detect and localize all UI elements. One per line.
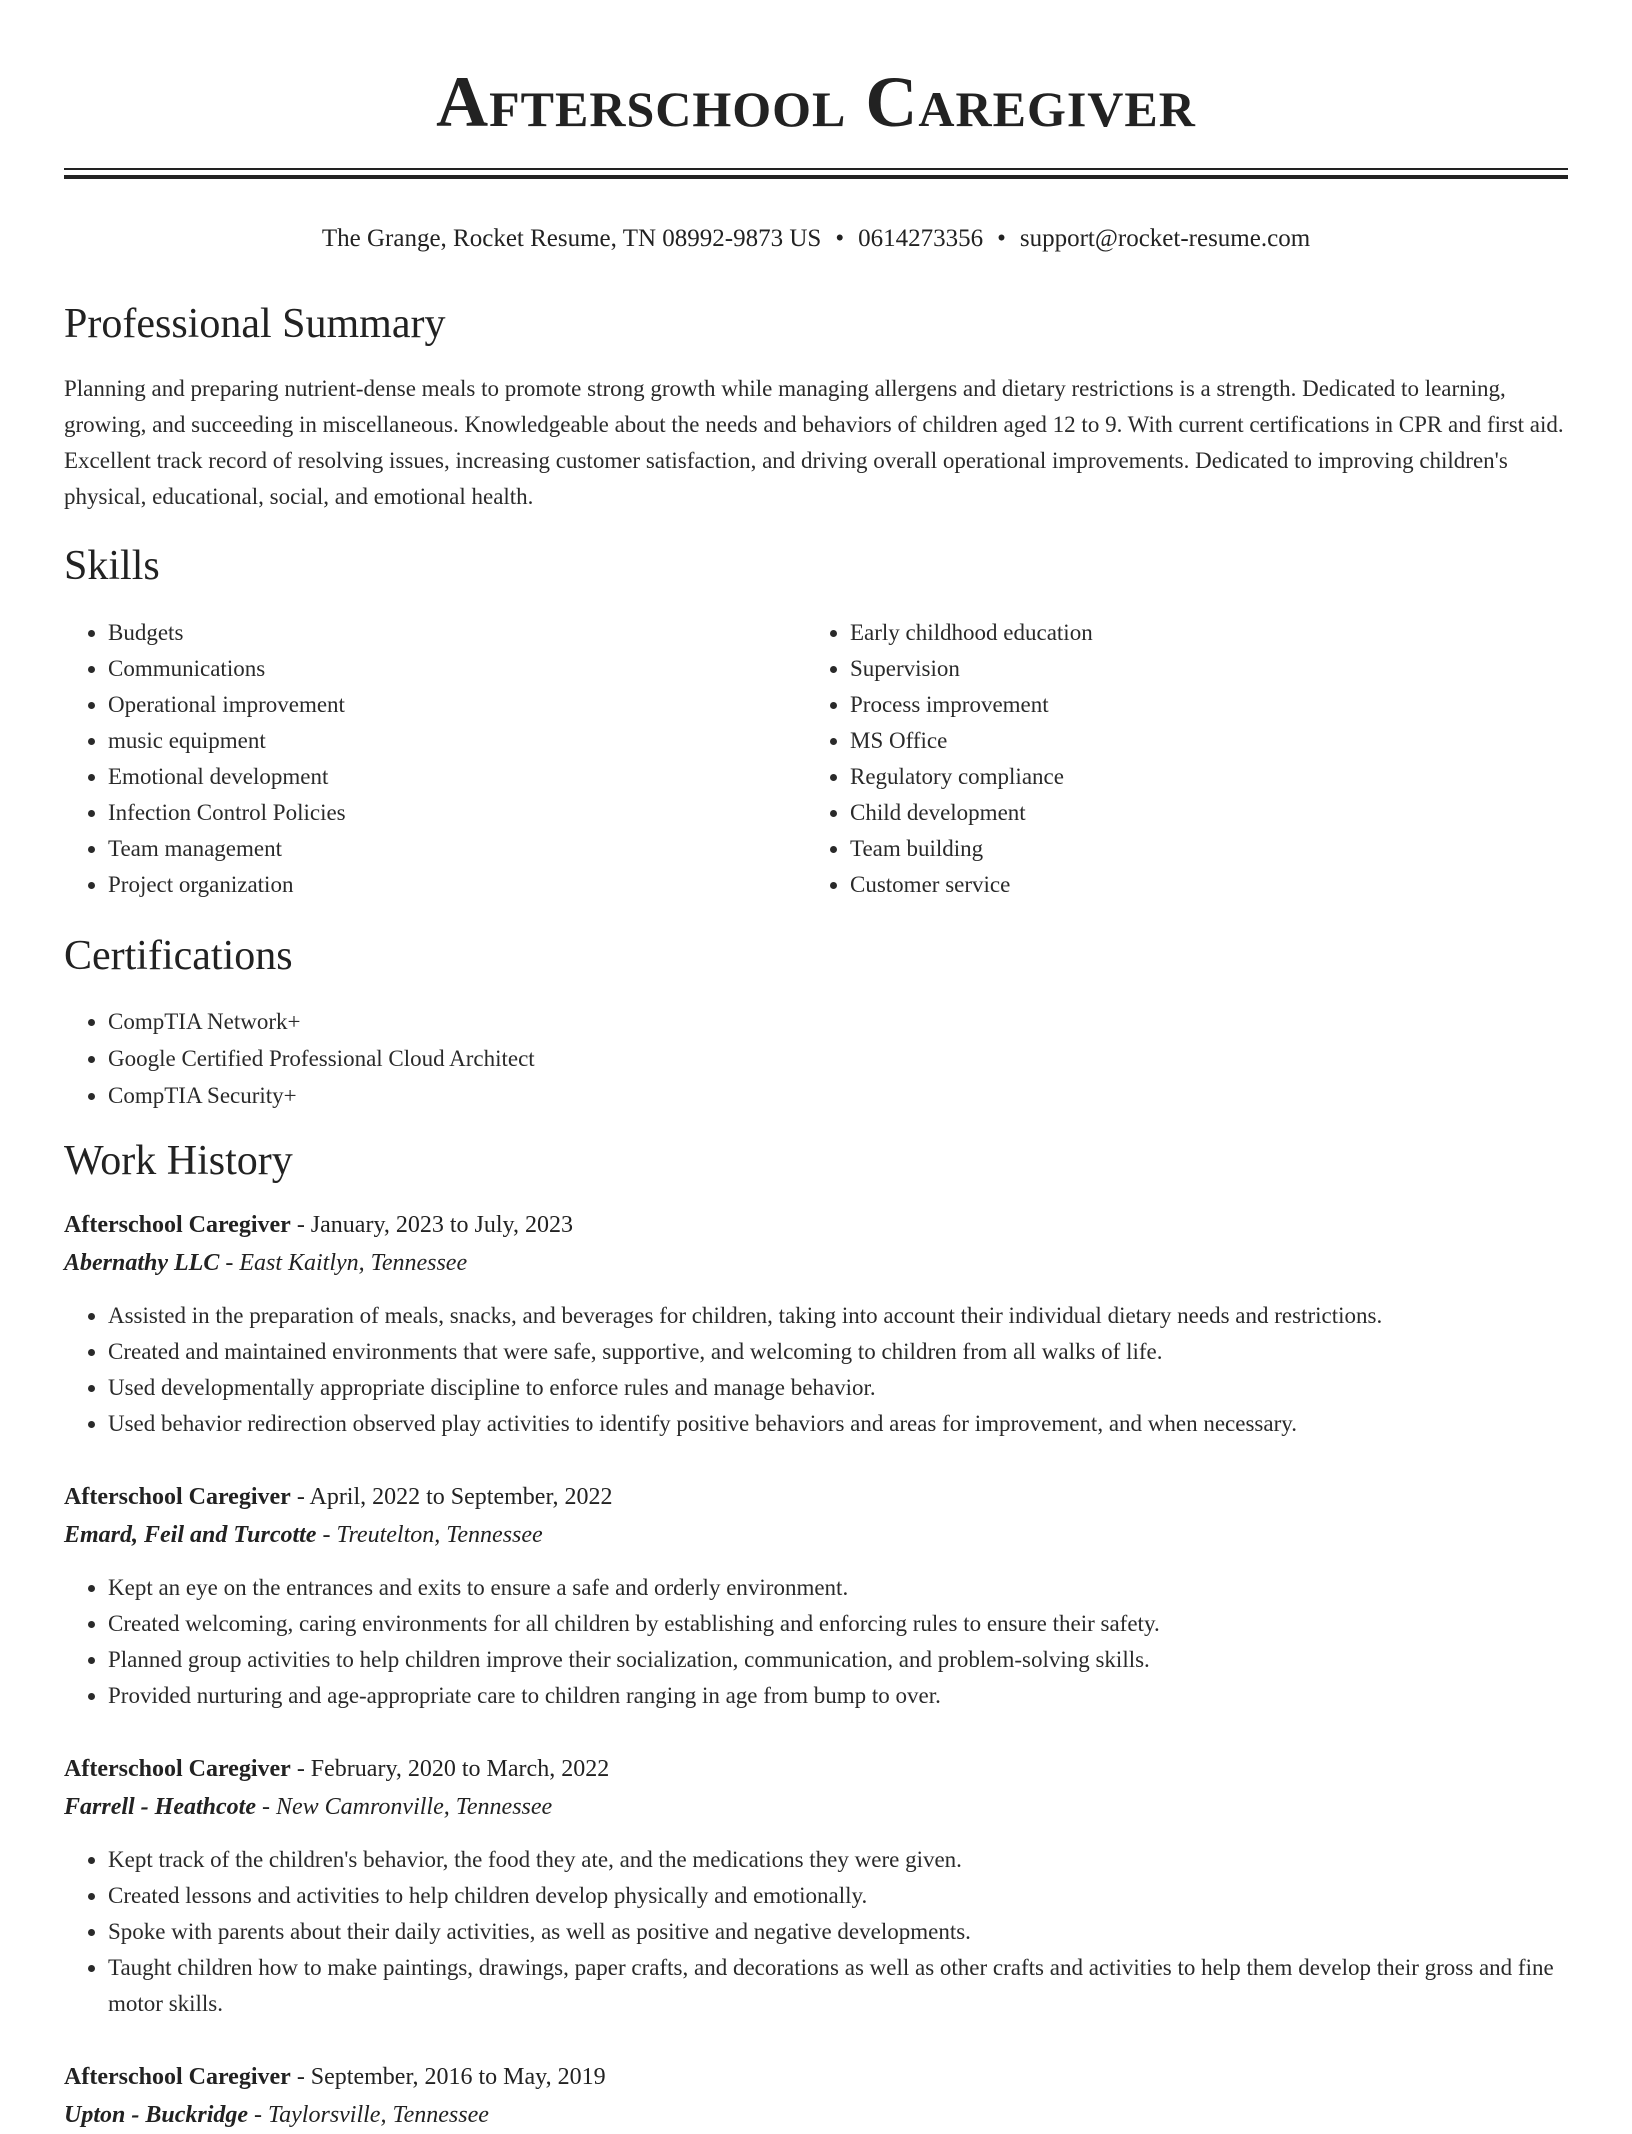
resume-name-heading: Afterschool Caregiver xyxy=(436,62,1196,142)
job-company: Abernathy LLC xyxy=(64,1250,220,1276)
contact-line xyxy=(64,223,1568,255)
contact-email: support@rocket-resume.com xyxy=(1019,225,1311,252)
skill-item: • Project organization xyxy=(108,867,806,903)
job-bullet: • Spoke with parents about their daily activities, as well as positive and negative developments. xyxy=(108,1914,1568,1950)
job-bullet: • Used behavior redirection observed play activities to identify positive behaviors and areas for improvement, and when necessary. xyxy=(108,1406,1568,1442)
skill-item: • Team building xyxy=(850,831,1548,867)
summary-text: Planning and preparing nutrient-dense meals to promote strong growth while managing allergens and dietary restrictions is a strength. Dedicated to learning, growing, and succeeding in miscellaneous. Knowledgeable about the needs and behaviors of children aged 12 to 9. With current certifications in CPR and first aid. Excellent track record of resolving issues, increasing customer satisfaction, and driving overall operational improvements. Dedicated to improving children's physical, educational, social, and emotional health. xyxy=(64,376,1564,509)
professional-summary-section xyxy=(64,299,1568,515)
header-double-rule xyxy=(64,168,1568,179)
section-heading-certifications: Certifications xyxy=(64,933,293,979)
skill-item: • Early childhood education xyxy=(850,615,1548,651)
job-title-line xyxy=(64,1750,1568,1788)
job-dates: - February, 2020 to March, 2022 xyxy=(290,1756,610,1782)
job-entry xyxy=(64,1750,1568,2022)
job-bullets xyxy=(64,1842,1568,2022)
job-location: - Taylorsville, Tennessee xyxy=(248,2102,489,2128)
job-company-line xyxy=(64,1516,1568,1554)
skill-item: • music equipment xyxy=(108,723,806,759)
job-entry xyxy=(64,1478,1568,1714)
job-company-line xyxy=(64,1788,1568,1826)
job-bullet: • Kept track of the children's behavior, the food they ate, and the medications they were given. xyxy=(108,1842,1568,1878)
contact-phone: 0614273356 xyxy=(858,225,984,252)
job-title-line xyxy=(64,1478,1568,1516)
skills-column-right xyxy=(806,615,1548,903)
job-company: Emard, Feil and Turcotte xyxy=(64,1522,317,1548)
skills-section xyxy=(64,541,1568,903)
certification-item: • CompTIA Security+ xyxy=(108,1077,1568,1114)
job-bullet: • Provided nurturing and age-appropriate care to children ranging in age from bump to over. xyxy=(108,1678,1568,1714)
job-title-line xyxy=(64,1206,1568,1244)
work-history-section xyxy=(64,1136,1568,2134)
contact-separator: • xyxy=(997,225,1006,252)
skill-item: • Budgets xyxy=(108,615,806,651)
job-bullet: • Used developmentally appropriate discipline to enforce rules and manage behavior. xyxy=(108,1370,1568,1406)
certifications-list xyxy=(64,1003,1568,1114)
job-location: - East Kaitlyn, Tennessee xyxy=(219,1250,468,1276)
job-entry xyxy=(64,2058,1568,2134)
resume-page xyxy=(64,0,1568,2134)
job-bullet: • Created lessons and activities to help children develop physically and emotionally. xyxy=(108,1878,1568,1914)
skills-grid xyxy=(64,615,1568,903)
job-title: Afterschool Caregiver xyxy=(64,1756,291,1782)
job-bullet: • Assisted in the preparation of meals, snacks, and beverages for children, taking into account their individual dietary needs and restrictions. xyxy=(108,1298,1568,1334)
job-location: - New Camronville, Tennessee xyxy=(255,1794,553,1820)
skill-item: • Team management xyxy=(108,831,806,867)
job-dates: - January, 2023 to July, 2023 xyxy=(290,1212,573,1238)
job-title: Afterschool Caregiver xyxy=(64,1212,291,1238)
job-company: Farrell - Heathcote xyxy=(64,1794,256,1820)
job-bullet: • Created welcoming, caring environments for all children by establishing and enforcing rules to ensure their safety. xyxy=(108,1606,1568,1642)
job-entry xyxy=(64,1206,1568,1442)
job-bullet: • Created and maintained environments that were safe, supportive, and welcoming to children from all walks of life. xyxy=(108,1334,1568,1370)
skill-item: • Operational improvement xyxy=(108,687,806,723)
section-heading-work-history: Work History xyxy=(64,1138,293,1184)
job-dates: - April, 2022 to September, 2022 xyxy=(290,1484,613,1510)
skill-item: • Emotional development xyxy=(108,759,806,795)
job-title: Afterschool Caregiver xyxy=(64,2064,291,2090)
skill-item: • Process improvement xyxy=(850,687,1548,723)
job-title-line xyxy=(64,2058,1568,2096)
job-location: - Treutelton, Tennessee xyxy=(316,1522,543,1548)
skill-item: • Regulatory compliance xyxy=(850,759,1548,795)
job-company-line xyxy=(64,2096,1568,2134)
skill-item: • Child development xyxy=(850,795,1548,831)
skill-item: • MS Office xyxy=(850,723,1548,759)
job-title: Afterschool Caregiver xyxy=(64,1484,291,1510)
certifications-section xyxy=(64,931,1568,1114)
contact-address: The Grange, Rocket Resume, TN 08992-9873 US xyxy=(321,225,822,252)
job-bullet: • Taught children how to make paintings, drawings, paper crafts, and decorations as well as other crafts and activities to help them develop their gross and fine motor skills. xyxy=(108,1950,1568,2022)
job-bullet: • Kept an eye on the entrances and exits to ensure a safe and orderly environment. xyxy=(108,1570,1568,1606)
job-bullets xyxy=(64,1298,1568,1442)
contact-separator: • xyxy=(835,225,845,252)
skill-item: • Customer service xyxy=(850,867,1548,903)
job-company: Upton - Buckridge xyxy=(64,2102,249,2128)
certification-item: • CompTIA Network+ xyxy=(108,1003,1568,1040)
job-bullet: • Planned group activities to help children improve their socialization, communication, and problem-solving skills. xyxy=(108,1642,1568,1678)
section-heading-skills: Skills xyxy=(64,543,160,589)
job-dates: - September, 2016 to May, 2019 xyxy=(290,2064,606,2090)
skills-column-left xyxy=(64,615,806,903)
certification-item: • Google Certified Professional Cloud Architect xyxy=(108,1040,1568,1077)
skill-item: • Infection Control Policies xyxy=(108,795,806,831)
skill-item: • Supervision xyxy=(850,651,1548,687)
job-bullets xyxy=(64,1570,1568,1714)
section-heading-summary: Professional Summary xyxy=(64,301,446,347)
job-company-line xyxy=(64,1244,1568,1282)
skill-item: • Communications xyxy=(108,651,806,687)
